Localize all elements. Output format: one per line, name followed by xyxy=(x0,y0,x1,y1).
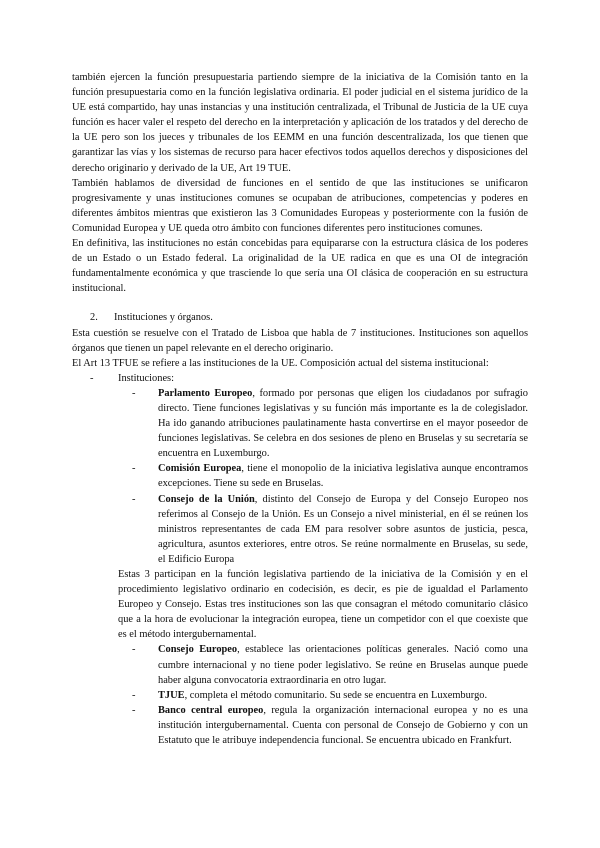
institution-name: Banco central europeo xyxy=(158,704,264,716)
institution-name: Comisión Europea xyxy=(158,463,242,475)
list-item xyxy=(72,461,528,491)
section-title: Instituciones y órganos. xyxy=(114,312,213,324)
intro-paragraph-2: También hablamos de diversidad de funciones en el sentido de que las instituciones se unificaron progresivamente y unas instituciones comunes se ocupaban de atribuciones, competencias y poderes en diferentes ámbitos mientras que existieron las 3 Comunidades Europeas y posteriormente con la fusión de Comunidad Europea y UE queda otro ámbito con funciones diferentes pero instituciones comunes. xyxy=(72,177,528,234)
institution-name: Consejo de la Unión xyxy=(158,493,255,505)
list-dash: - xyxy=(132,387,136,399)
institution-text: , tiene el monopolio de la iniciativa legislativa aunque encontramos excepciones. Tiene su sede en Bruselas. xyxy=(158,463,528,490)
institution-name: Parlamento Europeo xyxy=(158,387,253,399)
institution-text: , regula la organización internacional europea y no es una institución intergubernamental. Cuenta con personal de Consejo de Gobierno y con un Estatuto que le atribuye independencia funcional. Se encuentra ubicado en Frankfurt. xyxy=(158,704,528,747)
list-item xyxy=(72,642,528,687)
section-paragraph-1: Esta cuestión se resuelve con el Tratado de Lisboa que habla de 7 instituciones. Instituciones son aquellos órganos que tienen un papel relevante en el derecho originario. xyxy=(72,327,528,354)
list-dash: - xyxy=(132,704,136,716)
list-dash: - xyxy=(132,644,136,656)
intro-paragraph-1: también ejercen la función presupuestaria partiendo siempre de la iniciativa de la Comisión tanto en la función presupuestaria como en la función legislativa ordinaria. El poder judicial en el sistema jurídico de la UE está compartido, hay unas instancias y una institución centralizada, el Tribunal de Justicia de la UE cuya función es hacer valer el respeto del derecho en la interpretación y aplicación de los tratados y del derecho de la UE pero son los jueces y tribunales de los EEMM en una función descentralizada, los que tienen que garantizar las vías y los sistemas de recurso para hacer efectivos todos aquellos derechos y disposiciones del derecho originario y derivado de la UE, Art 19 TUE. xyxy=(72,72,528,174)
list-dash: - xyxy=(90,372,94,384)
institution-name: Consejo Europeo xyxy=(158,644,238,656)
list-dash: - xyxy=(132,689,136,701)
section-paragraph-2: El Art 13 TFUE se refiere a las instituciones de la UE. Composición actual del sistema institucional: xyxy=(72,357,489,369)
institution-text: , establece las orientaciones políticas generales. Nació como una cumbre internacional y no tiene poder legislativo. Se reúne en Bruselas aunque puede haber alguna convocatoria extraordinaria en otro lugar. xyxy=(158,644,528,686)
middle-paragraph: Estas 3 participan en la función legislativa partiendo de la iniciativa de la Comisión y en el procedimiento legislativo ordinario en codecisión, es decir, es pie de igualdad el Parlamento Europeo y Consejo. Estas tres instituciones son las que consagran el método comunitario clásico que a la hora de evolucionar la integración europea, tiene un competidor con el que coexiste que es el método intergubernamental. xyxy=(118,569,528,641)
list-label: Instituciones: xyxy=(118,372,174,384)
list-item xyxy=(72,703,528,748)
section-number: 2. xyxy=(90,312,98,324)
list-item xyxy=(72,688,528,703)
section-heading xyxy=(72,310,528,325)
list-item xyxy=(72,492,528,567)
list-dash: - xyxy=(132,463,136,475)
list-label-item xyxy=(72,371,528,386)
intro-paragraph-3: En definitiva, las instituciones no están concebidas para equipararse con la estructura clásica de los poderes de un Estado o un Estado federal. La originalidad de la UE radica en que es una OI de integración fundamentalmente económica y que trasciende lo que sería una OI clásica de cooperación en su estructura institucional. xyxy=(72,238,528,295)
list-item xyxy=(72,386,528,461)
institution-name: TJUE xyxy=(158,689,185,701)
institution-text: , distinto del Consejo de Europa y del Consejo Europeo nos referimos al Consejo de la Unión. Es un Consejo a nivel ministerial, en él se reúnen los ministros representantes de cada EM para resolver sobre asuntos de justicia, pesca, agricultura, asuntos exteriores, entre otros. Se reúne normalmente en Bruselas, su sede, el Edificio Europa xyxy=(158,493,528,565)
document-page xyxy=(72,70,528,748)
institution-text: , completa el método comunitario. Su sede se encuentra en Luxemburgo. xyxy=(184,689,488,701)
institution-text: , formado por personas que eligen los ciudadanos por sufragio directo. Tiene funciones legislativas y su función más importante es la de colegislador. Ha ido ganando atribuciones paulatinamente hasta convertirse en el mayor poseedor de funciones legislativas. Se celebra en dos sesiones de pleno en Bruselas y su secretaría se encuentra en Luxemburgo. xyxy=(158,387,529,460)
list-dash: - xyxy=(132,493,136,505)
